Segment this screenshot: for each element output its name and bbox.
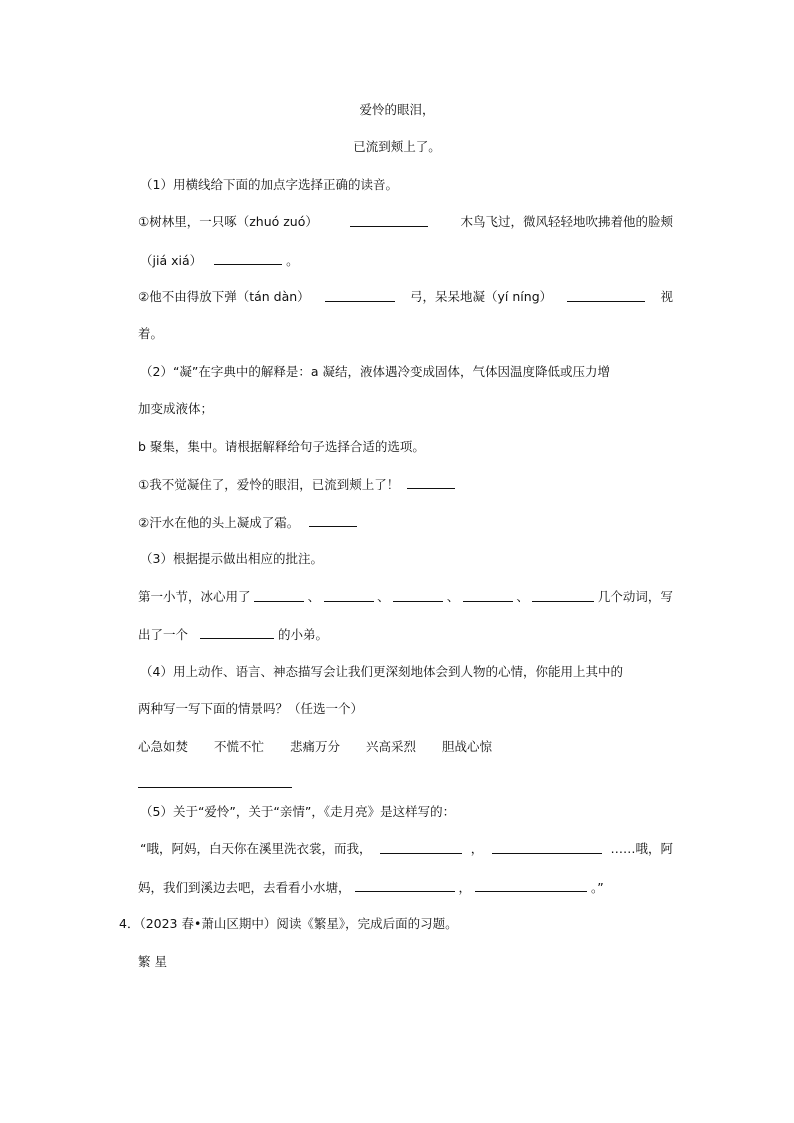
q3-sep-2: 、 <box>377 589 390 604</box>
q5-line-1-suffix: ……哦，阿 <box>610 841 673 856</box>
q3-blank-4[interactable] <box>463 589 513 602</box>
q5-line-2 <box>138 879 604 896</box>
q1-item-1 <box>138 214 673 230</box>
q5-blank-4[interactable] <box>475 879 587 892</box>
q1-item-2-prefix: ②他不由得放下弹（tán dàn） <box>138 289 310 304</box>
q2-title-line-1: （2）“凝”在字典中的解释是：a 凝结，液体遇冷变成固体，气体因温度降低或压力增 <box>140 364 611 379</box>
q2-blank-2[interactable] <box>309 514 357 527</box>
poem-line-2: 已流到颊上了。 <box>353 139 441 154</box>
question-4-header: 4．（2023 春•萧山区期中）阅读《繁星》，完成后面的习题。 <box>119 916 458 931</box>
q3-blank-5[interactable] <box>532 589 594 602</box>
q4-title-line-1: （4）用上动作、语言、神态描写会让我们更深刻地体会到人物的心情，你能用上其中的 <box>140 664 623 679</box>
q2-definition-b: b 聚集，集中。请根据解释给句子选择合适的选项。 <box>138 439 425 454</box>
q5-line-1-prefix: “哦，阿妈，白天你在溪里洗衣裳，而我， <box>140 841 372 856</box>
q1-item-1-cont <box>140 252 299 269</box>
q3-sep-4: 、 <box>516 589 529 604</box>
q4-option-1: 心急如焚 <box>138 739 189 754</box>
q3-blank-2[interactable] <box>324 589 374 602</box>
q1-item-1-suffix: 木鸟飞过，微风轻轻地吹拂着他的脸颊 <box>460 214 673 229</box>
q1-item-1-end: 。 <box>286 253 299 268</box>
q2-item-2-text: ②汗水在他的头上凝成了霜。 <box>138 515 300 530</box>
q3-sep-1: 、 <box>307 589 321 604</box>
q1-item-2 <box>138 289 673 305</box>
q2-item-1-text: ①我不觉凝住了，爱怜的眼泪，已流到颊上了！ <box>138 477 400 492</box>
q1-blank-4[interactable] <box>567 289 645 302</box>
q5-blank-2[interactable] <box>492 841 602 854</box>
q1-blank-1[interactable] <box>350 214 428 227</box>
q5-blank-1[interactable] <box>380 841 462 854</box>
q2-item-2 <box>138 514 357 531</box>
q3-line-2-suffix: 的小弟。 <box>277 627 328 642</box>
q2-blank-1[interactable] <box>407 476 455 489</box>
q3-line-1-prefix: 第一小节，冰心用了 <box>138 589 251 604</box>
q5-comma-1: ， <box>470 841 484 856</box>
q1-blank-3[interactable] <box>325 289 395 302</box>
q3-blank-6[interactable] <box>200 626 274 639</box>
q4-options <box>138 739 492 755</box>
q4-title-line-2: 两种写一写下面的情景吗？（任选一个） <box>138 701 364 716</box>
q3-title: （3）根据提示做出相应的批注。 <box>140 551 323 566</box>
q1-item-1-pinyin: （jiá xiá） <box>140 253 203 268</box>
q4-option-3: 悲痛万分 <box>290 739 341 754</box>
q3-sep-3: 、 <box>446 589 460 604</box>
reading-title: 繁 星 <box>138 954 167 969</box>
q1-item-1-prefix: ①树林里，一只啄（zhuó zuó） <box>138 214 318 229</box>
q5-line-1 <box>140 841 673 857</box>
q3-line-1-suffix: 几个动词，写 <box>597 589 673 604</box>
q1-item-2-cont: 着。 <box>138 326 164 341</box>
q4-option-4: 兴高采烈 <box>366 739 417 754</box>
q4-option-2: 不慌不忙 <box>214 739 265 754</box>
q5-line-2-suffix: 。” <box>590 880 604 895</box>
q5-title: （5）关于“爱怜”，关于“亲情”，《走月亮》是这样写的： <box>140 804 456 819</box>
q3-line-2 <box>138 626 328 643</box>
q2-item-1 <box>138 476 455 493</box>
q5-blank-3[interactable] <box>355 879 455 892</box>
q3-line-2-prefix: 出了一个 <box>138 627 189 642</box>
q4-answer-line[interactable] <box>138 787 292 788</box>
q1-title: （1）用横线给下面的加点字选择正确的读音。 <box>140 177 398 192</box>
q1-item-2-suffix: 视 <box>660 289 673 304</box>
q1-blank-2[interactable] <box>214 252 282 265</box>
q3-blank-3[interactable] <box>393 589 443 602</box>
q3-line-1 <box>138 589 673 605</box>
q5-comma-2: ， <box>458 880 471 895</box>
poem-line-1: 爱怜的眼泪， <box>359 102 435 117</box>
q5-line-2-prefix: 妈，我们到溪边去吧，去看看小水塘， <box>138 880 351 895</box>
q1-item-2-mid: 弓，呆呆地凝（yí níng） <box>410 289 553 304</box>
q2-title-line-2: 加变成液体； <box>138 401 214 416</box>
q4-option-5: 胆战心惊 <box>442 739 493 754</box>
q3-blank-1[interactable] <box>254 589 304 602</box>
